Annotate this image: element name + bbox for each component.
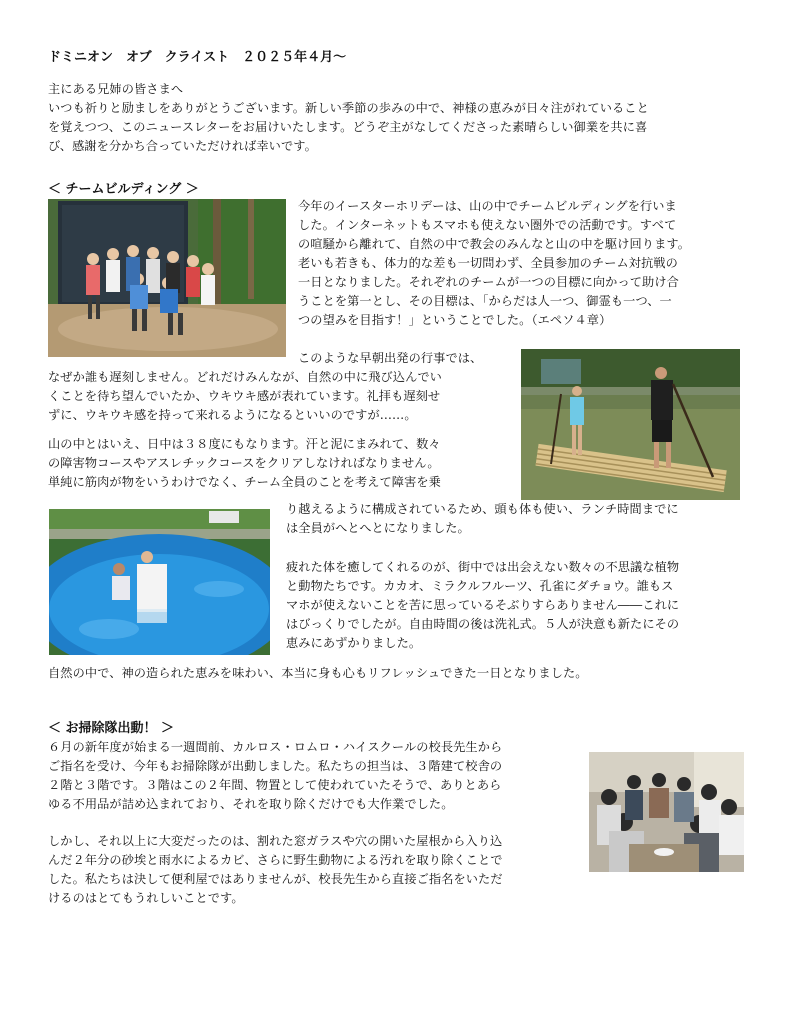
intro-line: を覚えつつ、このニュースレターをお届けいたします。どうぞ主がなしてくださった素晴らしい御業を共に喜 [48, 120, 648, 134]
text-line: くことを待ち望んでいたか、ウキウキ感が表れています。礼拝も遅刻せ [48, 389, 441, 403]
team-building-paragraph-2 [48, 349, 482, 425]
section-heading-team-building: ＜ チームビルディング ＞ [48, 182, 199, 197]
text-line: しかし、それ以上に大変だったのは、割れた窓ガラスや穴の開いた屋根から入り込 [48, 834, 503, 848]
photo-cleanup-team [589, 752, 744, 872]
intro-line: いつも祈りと励ましをありがとうございます。新しい季節の歩みの中で、神様の恵みが日々注がれていること [48, 101, 649, 115]
text-line: このような早朝出発の行事では、 [298, 351, 483, 365]
text-line: んだ２年分の砂埃と雨水によるカビ、さらに野生動物による汚れを取り除くことで [48, 853, 503, 867]
text-line: 恵みにあずかりました。 [286, 636, 422, 650]
text-line: つの望みを目指す！」ということでした。（エペソ４章） [298, 313, 612, 327]
text-line: ずに、ウキウキ感を持って来れるようになるといいのですが……。 [48, 408, 417, 422]
team-building-paragraph-4 [286, 500, 679, 538]
photo-bamboo-raft [521, 349, 740, 500]
text-line: り越えるように構成されているため、頭も体も使い、ランチ時間までに [286, 502, 679, 516]
team-building-closing: 自然の中で、神の造られた恵みを味わい、本当に身も心もリフレッシュできた一日となりました。 [48, 666, 588, 680]
intro-line: 主にある兄姉の皆さまへ [48, 82, 184, 96]
text-line: 疲れた体を癒してくれるのが、街中では出会えない数々の不思議な植物 [286, 560, 680, 574]
text-line: は全員がへとへとになりました。 [286, 521, 470, 535]
text-line: の喧騒から離れて、自然の中で教会のみんなと山の中を駆け回ります。 [298, 237, 690, 251]
text-line: はびっくりでしたが。自由時間の後は洗礼式。５人が決意も新たにその [286, 617, 680, 631]
intro-line: び、感謝を分かち合っていただければ幸いです。 [48, 139, 317, 153]
text-line: マホが使えないことを苦に思っているそぶりすらありません――これに [286, 598, 680, 612]
text-line: した。インターネットもスマホも使えない圏外での活動です。すべて [298, 218, 677, 232]
intro-text [48, 80, 649, 156]
cleanup-paragraph-2 [48, 832, 503, 908]
text-line: ６月の新年度が始まる一週間前、カルロス・ロムロ・ハイスクールの校長先生から [48, 740, 503, 754]
photo-baptism [49, 509, 270, 655]
team-building-paragraph-3 [48, 435, 441, 492]
text-line: うことを第一とし、その目標は、「からだは人一つ、御霊も一つ、一 [298, 294, 672, 308]
section-heading-cleanup: ＜ お掃除隊出動！ ＞ [48, 721, 175, 736]
team-building-paragraph-1 [298, 197, 690, 330]
text-line: 一日となりました。それぞれのチームが一つの目標に向かって助け合 [298, 275, 679, 289]
text-line: の障害物コースやアスレチックコースをクリアしなければなりません。 [48, 456, 440, 470]
cleanup-paragraph-1 [48, 738, 502, 814]
text-line: ゆる不用品が詰め込まれており、それを取り除くだけでも大作業でした。 [48, 797, 454, 811]
team-building-paragraph-5 [286, 558, 679, 653]
text-line: 老いも若きも、体力的な差も一切問わず、全員参加のチーム対抗戦の [298, 256, 678, 270]
text-line: ご指名を受け、今年もお掃除隊が出動しました。私たちの担当は、３階建て校舎の [48, 759, 503, 773]
text-line: 山の中とはいえ、日中は３８度にもなります。汗と泥にまみれて、数々 [48, 437, 441, 451]
text-line: ２階と３階です。３階はこの２年間、物置として使われていたそうで、ありとあら [48, 778, 502, 792]
text-line: と動物たちです。カカオ、ミラクルフルーツ、孔雀にダチョウ。誰もス [286, 579, 674, 593]
text-line: した。私たちは決して便利屋ではありませんが、校長先生から直接ご指名をいただ [48, 872, 503, 886]
text-line: 単純に筋肉が物をいうわけでなく、チーム全員のことを考えて障害を乗 [48, 475, 441, 489]
text-line: 今年のイースターホリデーは、山の中でチームビルディングを行いま [298, 199, 677, 213]
newsletter-title: ドミニオン オブ クライスト ２０２５年４月～ [48, 50, 347, 65]
text-line: けるのはとてもうれしいことです。 [48, 891, 244, 905]
text-line: なぜか誰も遅刻しません。どれだけみんなが、自然の中に飛び込んでい [48, 370, 442, 384]
photo-team-group [48, 199, 286, 357]
